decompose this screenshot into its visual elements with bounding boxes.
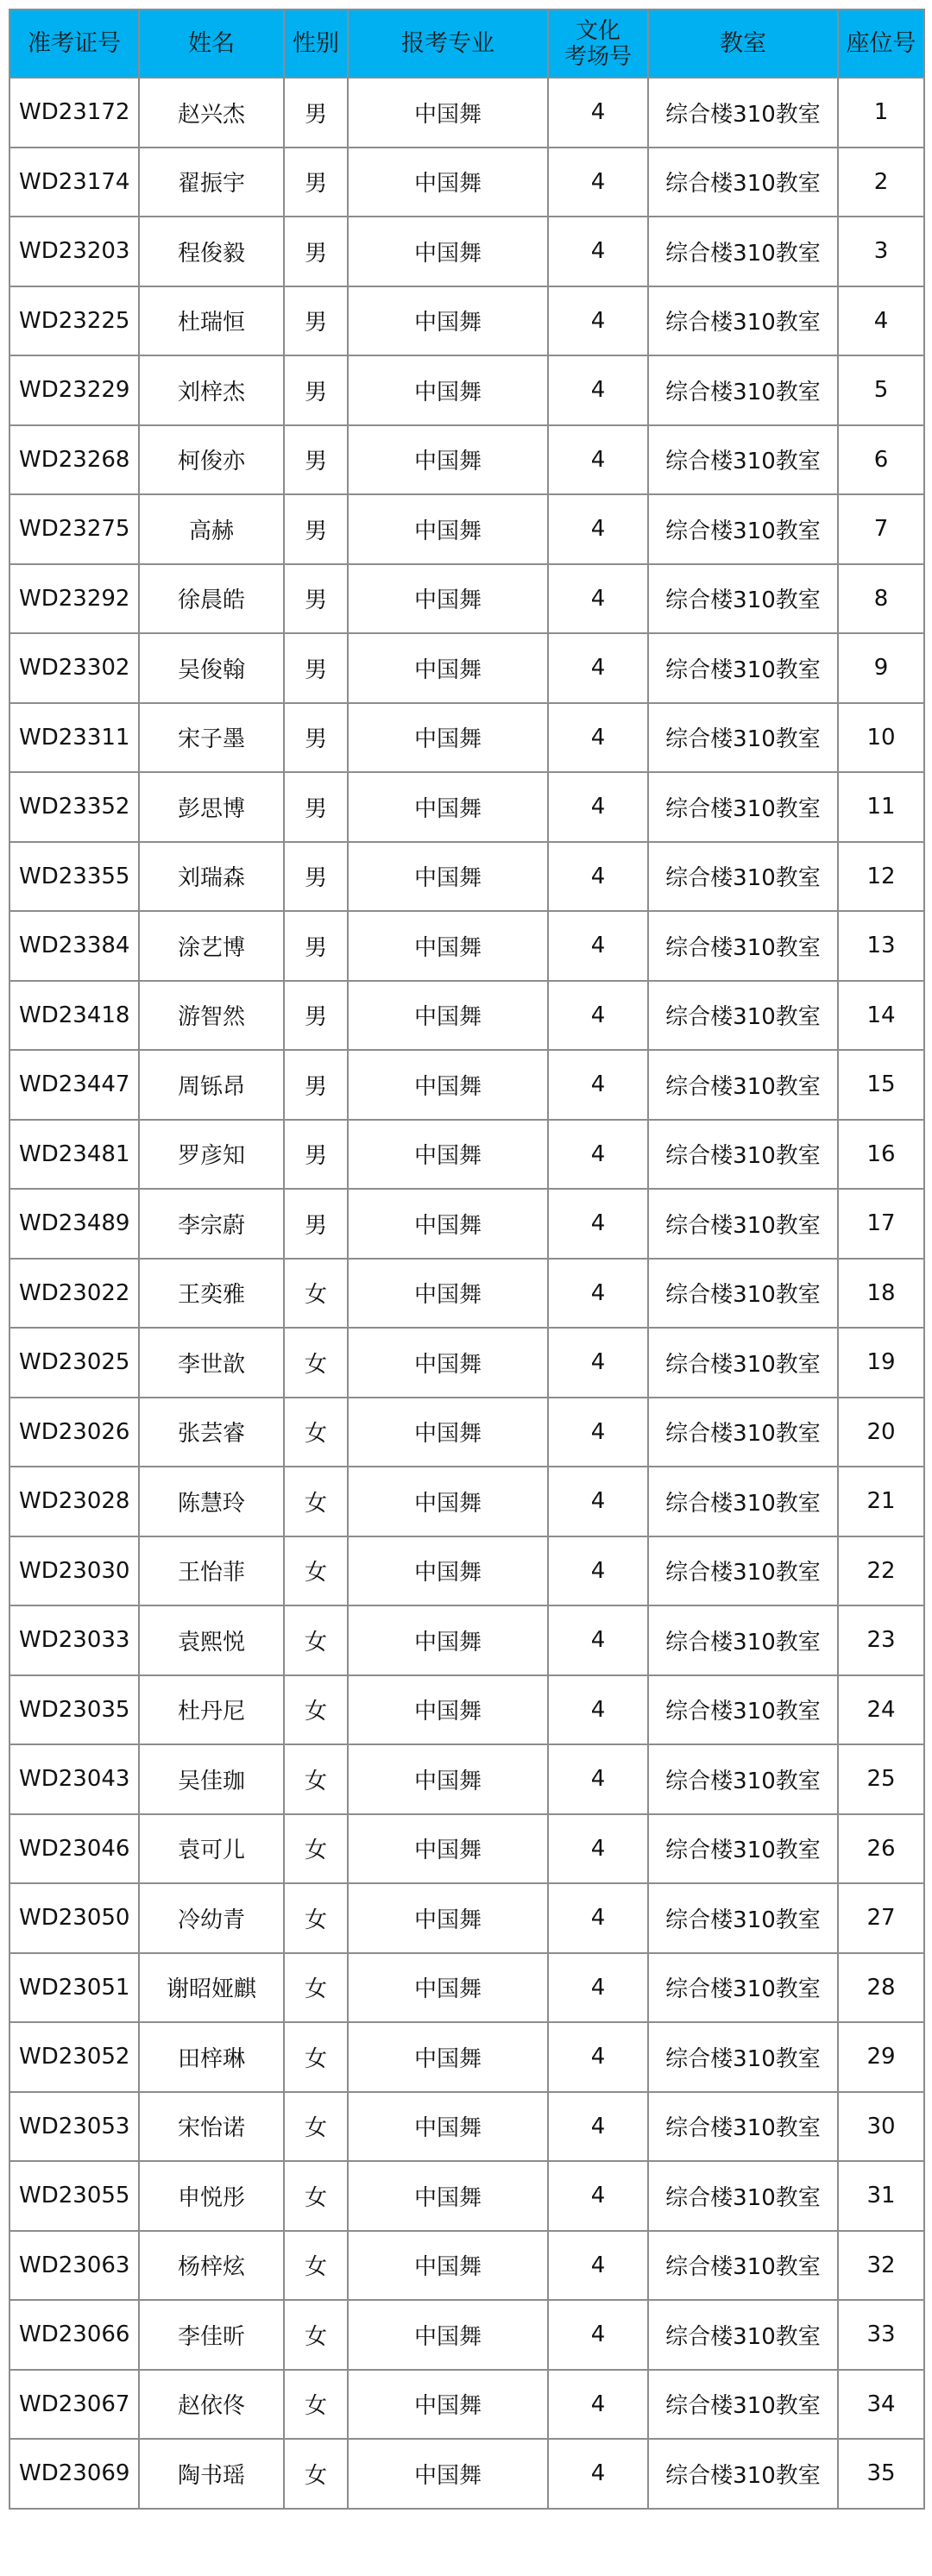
cell-gender: 女 (284, 2370, 348, 2440)
cell-exam-id: WD23026 (9, 1398, 139, 1467)
cell-classroom: 综合楼310教室 (648, 148, 838, 217)
cell-classroom: 综合楼310教室 (648, 1467, 838, 1536)
cell-exam-room-number: 4 (548, 1744, 648, 1814)
cell-gender: 女 (284, 1328, 348, 1398)
cell-seat-number: 18 (838, 1259, 924, 1329)
cell-exam-id: WD23053 (9, 2092, 139, 2162)
cell-seat-number: 14 (838, 981, 924, 1051)
cell-seat-number: 24 (838, 1675, 924, 1745)
cell-name: 张芸睿 (139, 1398, 284, 1467)
cell-exam-id: WD23352 (9, 772, 139, 842)
cell-gender: 女 (284, 2022, 348, 2092)
cell-major: 中国舞 (348, 1328, 548, 1398)
cell-exam-room-number: 4 (548, 494, 648, 564)
table-row (9, 772, 924, 842)
cell-name: 涂艺博 (139, 911, 284, 981)
cell-major: 中国舞 (348, 494, 548, 564)
cell-major: 中国舞 (348, 911, 548, 981)
cell-major: 中国舞 (348, 1259, 548, 1329)
cell-major: 中国舞 (348, 2370, 548, 2440)
cell-exam-id: WD23050 (9, 1883, 139, 1953)
cell-major: 中国舞 (348, 981, 548, 1051)
cell-classroom: 综合楼310教室 (648, 2370, 838, 2440)
table-row (9, 425, 924, 495)
cell-name: 袁可儿 (139, 1814, 284, 1884)
cell-name: 翟振宇 (139, 148, 284, 217)
seat-assignment-table (9, 9, 925, 2510)
cell-exam-room-number: 4 (548, 2092, 648, 2162)
table-row (9, 2161, 924, 2231)
cell-name: 杜丹尼 (139, 1675, 284, 1745)
cell-name: 刘瑞森 (139, 842, 284, 912)
cell-name: 田梓琳 (139, 2022, 284, 2092)
cell-gender: 男 (284, 772, 348, 842)
cell-classroom: 综合楼310教室 (648, 2022, 838, 2092)
table-row (9, 703, 924, 773)
header-seat-number: 座位号 (838, 9, 924, 78)
cell-seat-number: 3 (838, 217, 924, 286)
cell-gender: 男 (284, 911, 348, 981)
cell-seat-number: 16 (838, 1120, 924, 1190)
cell-name: 陶书瑶 (139, 2439, 284, 2509)
cell-classroom: 综合楼310教室 (648, 286, 838, 356)
cell-exam-room-number: 4 (548, 703, 648, 773)
cell-name: 谢昭娅麒 (139, 1953, 284, 2023)
header-classroom: 教室 (648, 9, 838, 78)
table-row (9, 355, 924, 425)
cell-gender: 男 (284, 148, 348, 217)
cell-gender: 男 (284, 633, 348, 703)
cell-exam-room-number: 4 (548, 78, 648, 148)
cell-exam-room-number: 4 (548, 564, 648, 634)
cell-name: 李宗蔚 (139, 1189, 284, 1259)
header-exam-room-number (548, 9, 648, 78)
table-row (9, 633, 924, 703)
cell-major: 中国舞 (348, 1883, 548, 1953)
cell-seat-number: 21 (838, 1467, 924, 1536)
cell-name: 李佳昕 (139, 2300, 284, 2370)
cell-gender: 男 (284, 1189, 348, 1259)
cell-gender: 女 (284, 1259, 348, 1329)
cell-seat-number: 4 (838, 286, 924, 356)
table-row (9, 1398, 924, 1467)
cell-exam-id: WD23384 (9, 911, 139, 981)
cell-name: 王怡菲 (139, 1536, 284, 1606)
cell-name: 柯俊亦 (139, 425, 284, 495)
cell-major: 中国舞 (348, 286, 548, 356)
table-row (9, 911, 924, 981)
cell-gender: 女 (284, 1398, 348, 1467)
cell-classroom: 综合楼310教室 (648, 2300, 838, 2370)
cell-seat-number: 19 (838, 1328, 924, 1398)
cell-name: 王奕雅 (139, 1259, 284, 1329)
cell-classroom: 综合楼310教室 (648, 1744, 838, 1814)
cell-exam-room-number: 4 (548, 911, 648, 981)
cell-classroom: 综合楼310教室 (648, 425, 838, 495)
cell-name: 宋怡诺 (139, 2092, 284, 2162)
cell-major: 中国舞 (348, 2300, 548, 2370)
cell-exam-id: WD23035 (9, 1675, 139, 1745)
cell-exam-id: WD23052 (9, 2022, 139, 2092)
header-major: 报考专业 (348, 9, 548, 78)
cell-major: 中国舞 (348, 2092, 548, 2162)
cell-classroom: 综合楼310教室 (648, 633, 838, 703)
cell-gender: 男 (284, 981, 348, 1051)
table-row (9, 1883, 924, 1953)
cell-seat-number: 9 (838, 633, 924, 703)
cell-classroom: 综合楼310教室 (648, 1189, 838, 1259)
cell-seat-number: 22 (838, 1536, 924, 1606)
cell-gender: 女 (284, 2092, 348, 2162)
cell-major: 中国舞 (348, 2231, 548, 2301)
cell-exam-id: WD23172 (9, 78, 139, 148)
cell-major: 中国舞 (348, 1050, 548, 1120)
cell-name: 游智然 (139, 981, 284, 1051)
cell-classroom: 综合楼310教室 (648, 981, 838, 1051)
table-row (9, 1189, 924, 1259)
cell-name: 高赫 (139, 494, 284, 564)
cell-major: 中国舞 (348, 148, 548, 217)
cell-exam-id: WD23025 (9, 1328, 139, 1398)
table-row (9, 217, 924, 286)
cell-exam-room-number: 4 (548, 981, 648, 1051)
cell-seat-number: 13 (838, 911, 924, 981)
cell-gender: 女 (284, 2439, 348, 2509)
cell-name: 袁熙悦 (139, 1605, 284, 1675)
table-body (9, 78, 924, 2509)
cell-gender: 女 (284, 2300, 348, 2370)
table-row (9, 1050, 924, 1120)
table-row (9, 286, 924, 356)
cell-gender: 男 (284, 286, 348, 356)
cell-gender: 男 (284, 217, 348, 286)
cell-exam-room-number: 4 (548, 2161, 648, 2231)
cell-classroom: 综合楼310教室 (648, 355, 838, 425)
cell-major: 中国舞 (348, 2022, 548, 2092)
cell-name: 程俊毅 (139, 217, 284, 286)
cell-name: 彭思博 (139, 772, 284, 842)
cell-gender: 男 (284, 564, 348, 634)
cell-name: 宋子墨 (139, 703, 284, 773)
table-row (9, 2300, 924, 2370)
cell-seat-number: 23 (838, 1605, 924, 1675)
cell-exam-id: WD23066 (9, 2300, 139, 2370)
cell-exam-id: WD23489 (9, 1189, 139, 1259)
cell-major: 中国舞 (348, 78, 548, 148)
cell-seat-number: 7 (838, 494, 924, 564)
cell-exam-room-number: 4 (548, 1050, 648, 1120)
cell-gender: 女 (284, 1744, 348, 1814)
cell-major: 中国舞 (348, 772, 548, 842)
cell-exam-id: WD23275 (9, 494, 139, 564)
header-gender: 性别 (284, 9, 348, 78)
cell-classroom: 综合楼310教室 (648, 1050, 838, 1120)
header-row (9, 9, 924, 78)
table-row (9, 1328, 924, 1398)
cell-exam-id: WD23043 (9, 1744, 139, 1814)
cell-exam-id: WD23033 (9, 1605, 139, 1675)
cell-exam-room-number: 4 (548, 425, 648, 495)
cell-classroom: 综合楼310教室 (648, 1536, 838, 1606)
cell-exam-id: WD23055 (9, 2161, 139, 2231)
cell-gender: 男 (284, 1050, 348, 1120)
cell-name: 杜瑞恒 (139, 286, 284, 356)
cell-classroom: 综合楼310教室 (648, 564, 838, 634)
cell-gender: 女 (284, 1675, 348, 1745)
cell-name: 杨梓炫 (139, 2231, 284, 2301)
cell-major: 中国舞 (348, 842, 548, 912)
cell-gender: 男 (284, 78, 348, 148)
table-row (9, 981, 924, 1051)
cell-name: 赵依佟 (139, 2370, 284, 2440)
cell-gender: 男 (284, 1120, 348, 1190)
cell-seat-number: 28 (838, 1953, 924, 2023)
header-name: 姓名 (139, 9, 284, 78)
cell-classroom: 综合楼310教室 (648, 2231, 838, 2301)
cell-name: 吴俊翰 (139, 633, 284, 703)
cell-exam-room-number: 4 (548, 1189, 648, 1259)
cell-classroom: 综合楼310教室 (648, 772, 838, 842)
cell-classroom: 综合楼310教室 (648, 1259, 838, 1329)
header-exam-room-number-line2: 考场号 (564, 43, 632, 70)
cell-exam-room-number: 4 (548, 842, 648, 912)
cell-gender: 男 (284, 355, 348, 425)
cell-exam-room-number: 4 (548, 286, 648, 356)
cell-major: 中国舞 (348, 1189, 548, 1259)
cell-exam-room-number: 4 (548, 2439, 648, 2509)
cell-exam-id: WD23069 (9, 2439, 139, 2509)
cell-major: 中国舞 (348, 2161, 548, 2231)
cell-name: 周铄昂 (139, 1050, 284, 1120)
cell-exam-room-number: 4 (548, 1259, 648, 1329)
cell-seat-number: 30 (838, 2092, 924, 2162)
cell-seat-number: 20 (838, 1398, 924, 1467)
table-row (9, 1675, 924, 1745)
table-row (9, 1953, 924, 2023)
cell-classroom: 综合楼310教室 (648, 1328, 838, 1398)
cell-classroom: 综合楼310教室 (648, 2092, 838, 2162)
table-row (9, 2231, 924, 2301)
cell-seat-number: 26 (838, 1814, 924, 1884)
cell-seat-number: 32 (838, 2231, 924, 2301)
table-header (9, 9, 924, 78)
table-row (9, 1259, 924, 1329)
cell-classroom: 综合楼310教室 (648, 1398, 838, 1467)
cell-classroom: 综合楼310教室 (648, 1675, 838, 1745)
cell-name: 赵兴杰 (139, 78, 284, 148)
cell-exam-room-number: 4 (548, 2370, 648, 2440)
cell-classroom: 综合楼310教室 (648, 1605, 838, 1675)
cell-seat-number: 11 (838, 772, 924, 842)
cell-exam-id: WD23022 (9, 1259, 139, 1329)
cell-classroom: 综合楼310教室 (648, 842, 838, 912)
cell-classroom: 综合楼310教室 (648, 78, 838, 148)
cell-major: 中国舞 (348, 633, 548, 703)
table-row (9, 2092, 924, 2162)
cell-seat-number: 31 (838, 2161, 924, 2231)
cell-exam-room-number: 4 (548, 1814, 648, 1884)
cell-exam-id: WD23292 (9, 564, 139, 634)
cell-seat-number: 25 (838, 1744, 924, 1814)
cell-gender: 女 (284, 1536, 348, 1606)
cell-seat-number: 35 (838, 2439, 924, 2509)
cell-classroom: 综合楼310教室 (648, 1120, 838, 1190)
cell-exam-room-number: 4 (548, 217, 648, 286)
cell-exam-id: WD23225 (9, 286, 139, 356)
table-row (9, 1744, 924, 1814)
cell-exam-room-number: 4 (548, 1536, 648, 1606)
cell-gender: 女 (284, 1605, 348, 1675)
cell-seat-number: 15 (838, 1050, 924, 1120)
cell-gender: 男 (284, 703, 348, 773)
header-exam-room-number-line1: 文化 (575, 17, 620, 44)
cell-gender: 男 (284, 425, 348, 495)
cell-exam-id: WD23311 (9, 703, 139, 773)
cell-exam-id: WD23174 (9, 148, 139, 217)
cell-exam-room-number: 4 (548, 1953, 648, 2023)
cell-seat-number: 12 (838, 842, 924, 912)
cell-name: 李世歆 (139, 1328, 284, 1398)
cell-name: 陈慧玲 (139, 1467, 284, 1536)
cell-name: 吴佳珈 (139, 1744, 284, 1814)
cell-major: 中国舞 (348, 1398, 548, 1467)
cell-major: 中国舞 (348, 1536, 548, 1606)
cell-name: 申悦彤 (139, 2161, 284, 2231)
cell-classroom: 综合楼310教室 (648, 1953, 838, 2023)
cell-exam-id: WD23051 (9, 1953, 139, 2023)
cell-gender: 男 (284, 842, 348, 912)
cell-exam-id: WD23302 (9, 633, 139, 703)
cell-major: 中国舞 (348, 355, 548, 425)
cell-exam-room-number: 4 (548, 772, 648, 842)
cell-major: 中国舞 (348, 703, 548, 773)
cell-exam-room-number: 4 (548, 148, 648, 217)
cell-major: 中国舞 (348, 1605, 548, 1675)
cell-classroom: 综合楼310教室 (648, 494, 838, 564)
table-row (9, 564, 924, 634)
cell-major: 中国舞 (348, 1467, 548, 1536)
cell-exam-room-number: 4 (548, 633, 648, 703)
cell-exam-id: WD23067 (9, 2370, 139, 2440)
table-row (9, 2022, 924, 2092)
table-row (9, 1467, 924, 1536)
cell-seat-number: 10 (838, 703, 924, 773)
cell-major: 中国舞 (348, 1744, 548, 1814)
cell-gender: 女 (284, 1953, 348, 2023)
cell-exam-id: WD23355 (9, 842, 139, 912)
cell-gender: 女 (284, 2161, 348, 2231)
cell-exam-id: WD23046 (9, 1814, 139, 1884)
table-row (9, 1814, 924, 1884)
cell-exam-room-number: 4 (548, 1675, 648, 1745)
cell-exam-id: WD23203 (9, 217, 139, 286)
cell-exam-id: WD23229 (9, 355, 139, 425)
cell-exam-room-number: 4 (548, 1328, 648, 1398)
cell-exam-id: WD23028 (9, 1467, 139, 1536)
cell-exam-room-number: 4 (548, 1398, 648, 1467)
table-row (9, 1536, 924, 1606)
cell-major: 中国舞 (348, 425, 548, 495)
cell-seat-number: 34 (838, 2370, 924, 2440)
cell-seat-number: 29 (838, 2022, 924, 2092)
cell-classroom: 综合楼310教室 (648, 1883, 838, 1953)
cell-classroom: 综合楼310教室 (648, 2439, 838, 2509)
cell-exam-room-number: 4 (548, 1883, 648, 1953)
cell-exam-id: WD23268 (9, 425, 139, 495)
cell-gender: 男 (284, 494, 348, 564)
table-row (9, 2439, 924, 2509)
cell-exam-room-number: 4 (548, 1120, 648, 1190)
cell-name: 罗彦知 (139, 1120, 284, 1190)
cell-gender: 女 (284, 1467, 348, 1536)
cell-classroom: 综合楼310教室 (648, 911, 838, 981)
cell-major: 中国舞 (348, 217, 548, 286)
cell-exam-room-number: 4 (548, 1605, 648, 1675)
cell-exam-room-number: 4 (548, 2300, 648, 2370)
cell-classroom: 综合楼310教室 (648, 703, 838, 773)
cell-seat-number: 6 (838, 425, 924, 495)
cell-exam-room-number: 4 (548, 2231, 648, 2301)
cell-classroom: 综合楼310教室 (648, 217, 838, 286)
table-row (9, 1120, 924, 1190)
cell-major: 中国舞 (348, 1120, 548, 1190)
cell-major: 中国舞 (348, 1953, 548, 2023)
cell-seat-number: 33 (838, 2300, 924, 2370)
cell-seat-number: 8 (838, 564, 924, 634)
cell-exam-id: WD23030 (9, 1536, 139, 1606)
cell-exam-id: WD23063 (9, 2231, 139, 2301)
cell-exam-id: WD23447 (9, 1050, 139, 1120)
cell-major: 中国舞 (348, 1675, 548, 1745)
table-row (9, 78, 924, 148)
cell-gender: 女 (284, 1814, 348, 1884)
cell-exam-room-number: 4 (548, 1467, 648, 1536)
cell-classroom: 综合楼310教室 (648, 1814, 838, 1884)
cell-gender: 女 (284, 1883, 348, 1953)
table-row (9, 494, 924, 564)
cell-exam-room-number: 4 (548, 2022, 648, 2092)
cell-seat-number: 1 (838, 78, 924, 148)
cell-major: 中国舞 (348, 2439, 548, 2509)
cell-name: 徐晨皓 (139, 564, 284, 634)
cell-seat-number: 2 (838, 148, 924, 217)
table-row (9, 2370, 924, 2440)
cell-gender: 女 (284, 2231, 348, 2301)
table-row (9, 842, 924, 912)
cell-exam-id: WD23481 (9, 1120, 139, 1190)
cell-name: 刘梓杰 (139, 355, 284, 425)
cell-major: 中国舞 (348, 564, 548, 634)
cell-exam-id: WD23418 (9, 981, 139, 1051)
cell-seat-number: 5 (838, 355, 924, 425)
header-exam-id: 准考证号 (9, 9, 139, 78)
cell-name: 冷幼青 (139, 1883, 284, 1953)
table-row (9, 148, 924, 217)
cell-seat-number: 17 (838, 1189, 924, 1259)
cell-seat-number: 27 (838, 1883, 924, 1953)
table-row (9, 1605, 924, 1675)
cell-major: 中国舞 (348, 1814, 548, 1884)
cell-classroom: 综合楼310教室 (648, 2161, 838, 2231)
cell-exam-room-number: 4 (548, 355, 648, 425)
